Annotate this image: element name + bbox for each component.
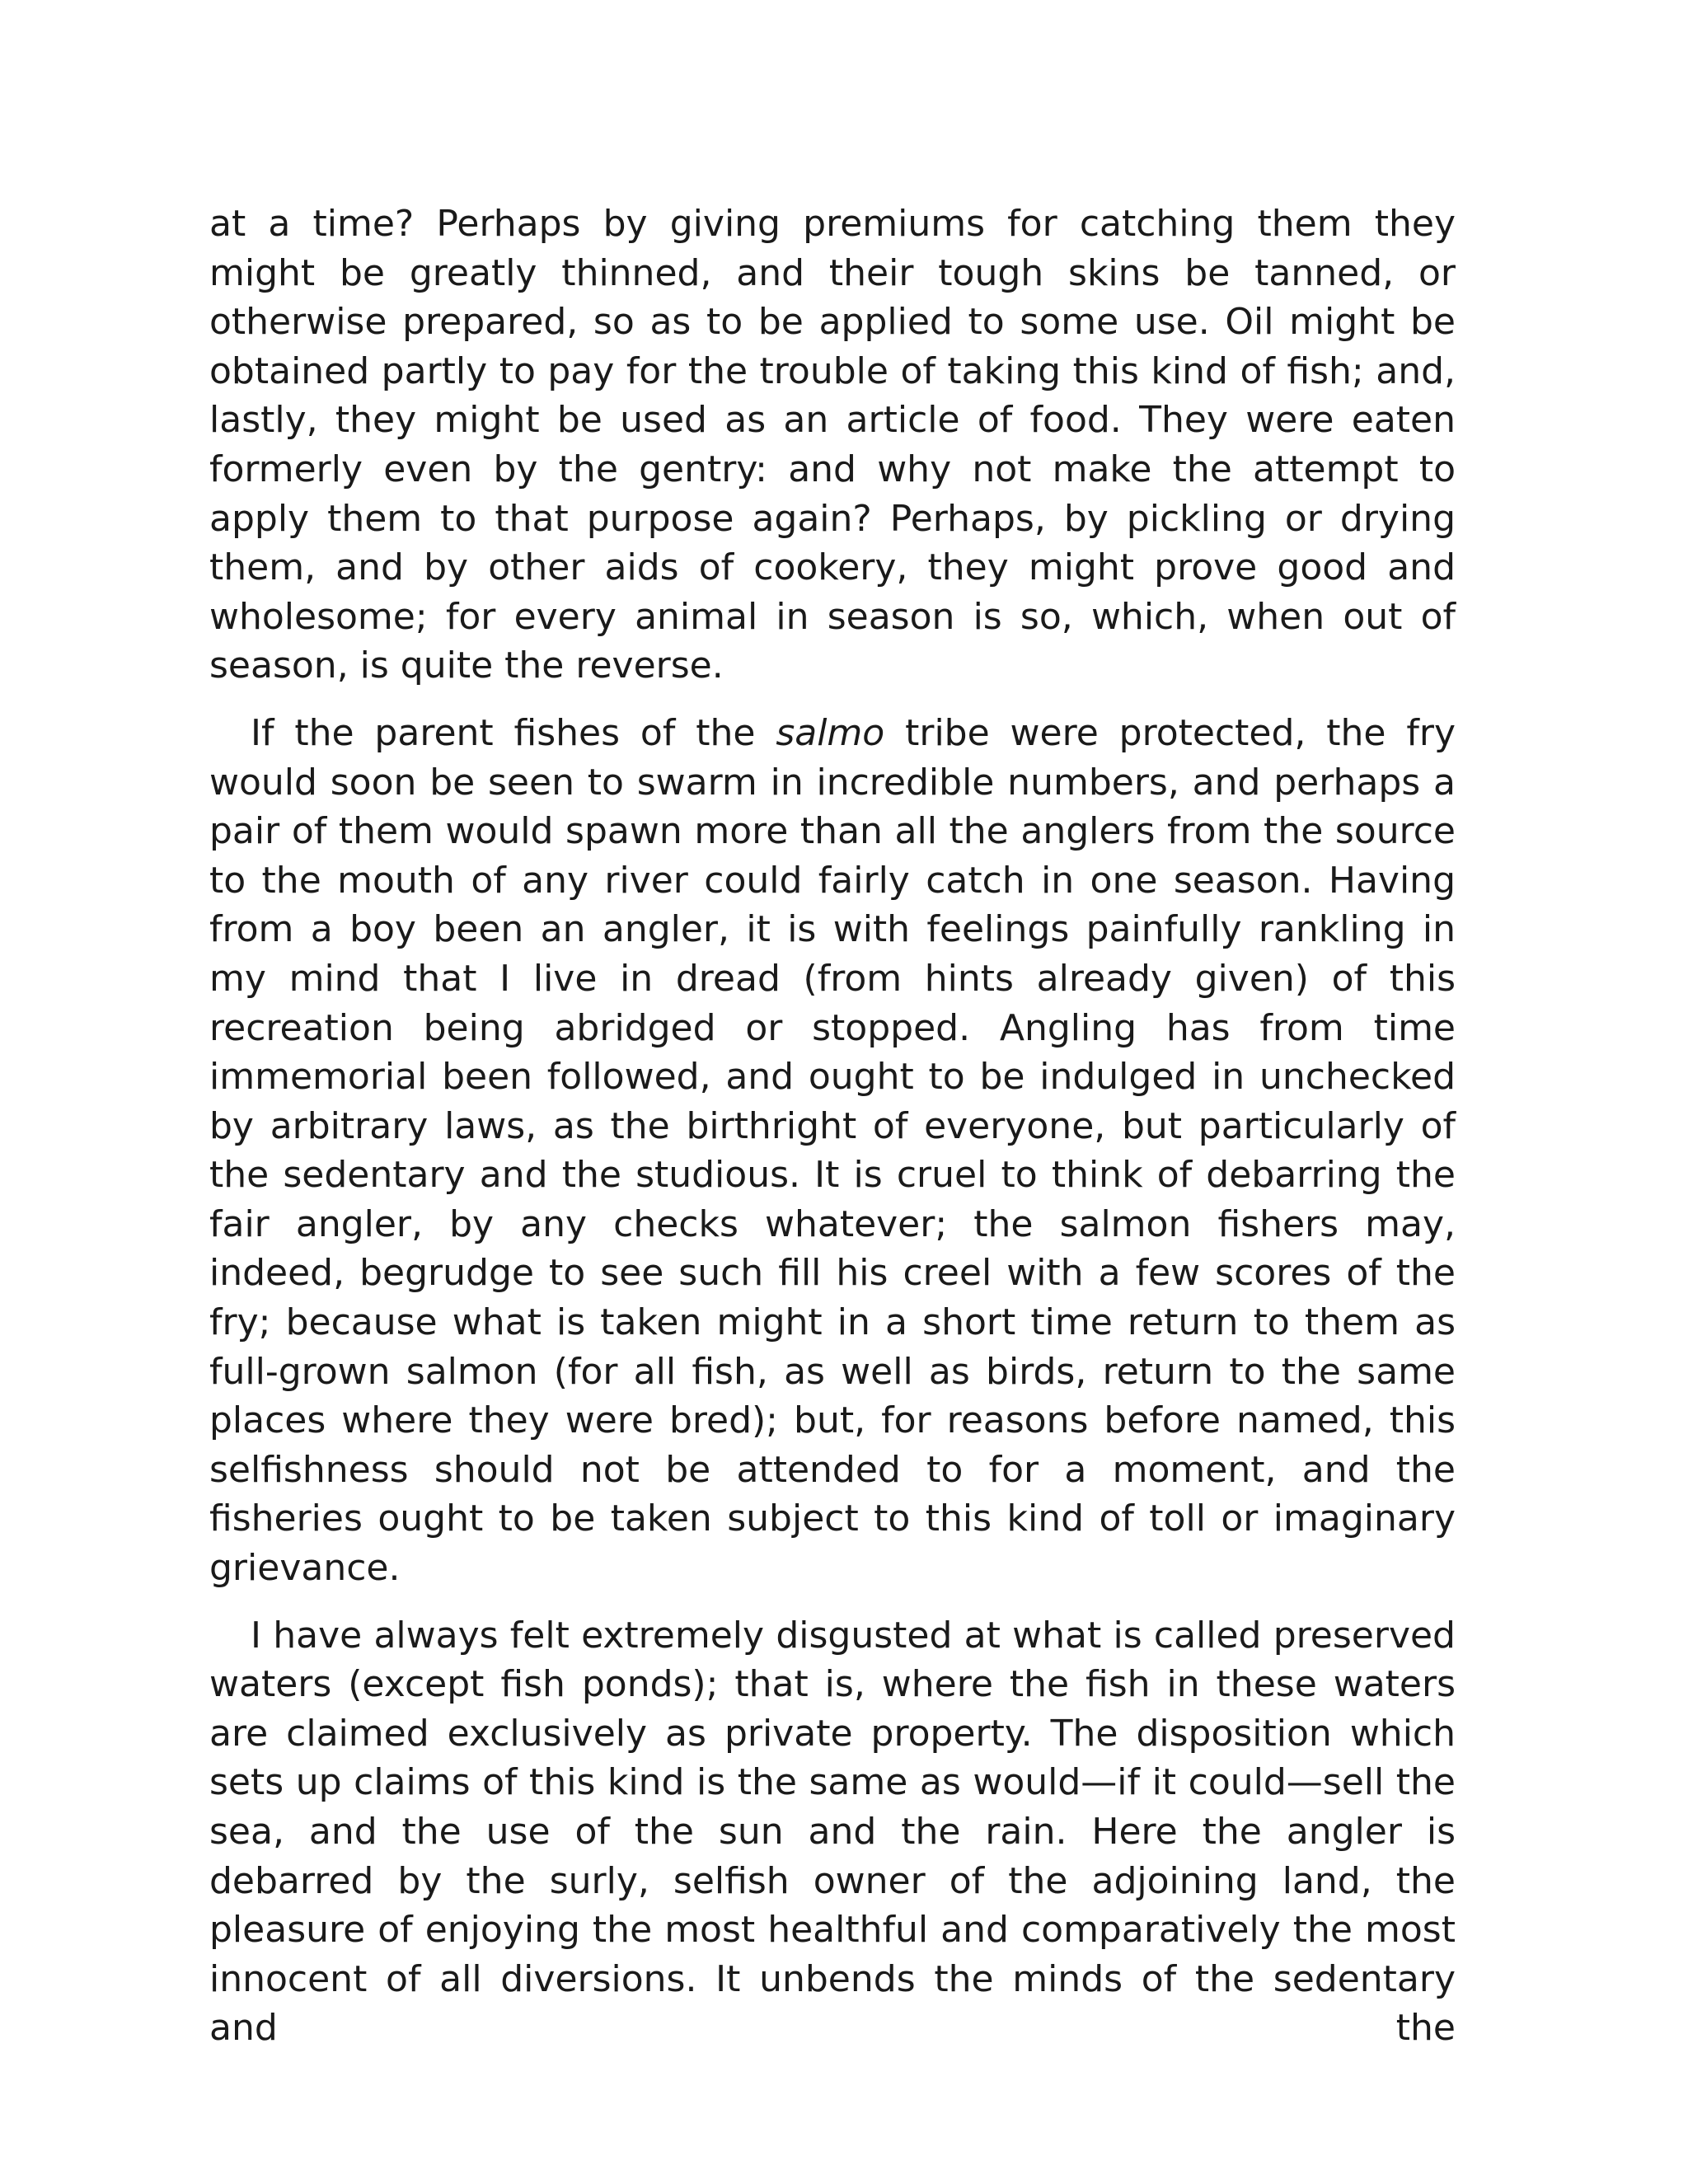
- paragraph-1: at a time? Perhaps by giving premiums for catching them they might be greatly thinned, and their tough skins be tanned, or otherwise prepared, so as to be applied to some use. Oil might be obtained partly to pay for the trouble of taking this kind of fish; and, lastly, they might be used as an article of food. They were eaten formerly even by the gentry: and why not make the attempt to apply them to that purpose again? Perhaps, by pickling or drying them, and by other aids of cookery, they might prove good and wholesome; for every animal in season is so, which, when out of season, is quite the reverse.: [209, 203, 1456, 687]
- paragraph-2-text-start: If the parent fishes of the: [251, 711, 776, 754]
- paragraph-3: I have always felt extremely disgusted at what is called preserved waters (except fish ponds); that is, where the fish in these waters are claimed exclusively as private property. The disposition which sets up claims of this kind is the same as would—if it could—sell the sea, and the use of the sun and the rain. Here the angler is debarred by the surly, selfish owner of the adjoining land, the pleasure of enjoying the most healthful and comparatively the most innocent of all diversions. It unbends the minds of the sedentary and the: [209, 1614, 1456, 2050]
- italic-term-salmo: salmo: [776, 711, 885, 754]
- paragraph-2-text-rest: tribe were protected, the fry would soon be seen to swarm in incredible numbers, and perhaps a pair of them would spawn more than all the anglers from the source to the mouth of any river could fairly catch in one season. Having from a boy been an angler, it is with feelings painfully rankling in my mind that I live in dread (from hints already given) of this recreation being abridged or stopped. Angling has from time immemorial been followed, and ought to be indulged in unchecked by arbitrary laws, as the birthright of everyone, but particularly of the sedentary and the studious. It is cruel to think of debarring the fair angler, by any checks whatever; the salmon fishers may, indeed, begrudge to see such fill his creel with a few scores of the fry; because what is taken might in a short time return to them as full-grown salmon (for all fish, as well as birds, return to the same places where they were bred); but, for reasons before named, this selfishness should not be attended to for a moment, and the fisheries ought to be taken subject to this kind of toll or imaginary grievance.: [209, 711, 1456, 1590]
- body-text: [209, 199, 1456, 2053]
- paragraph-2: [209, 709, 1456, 1593]
